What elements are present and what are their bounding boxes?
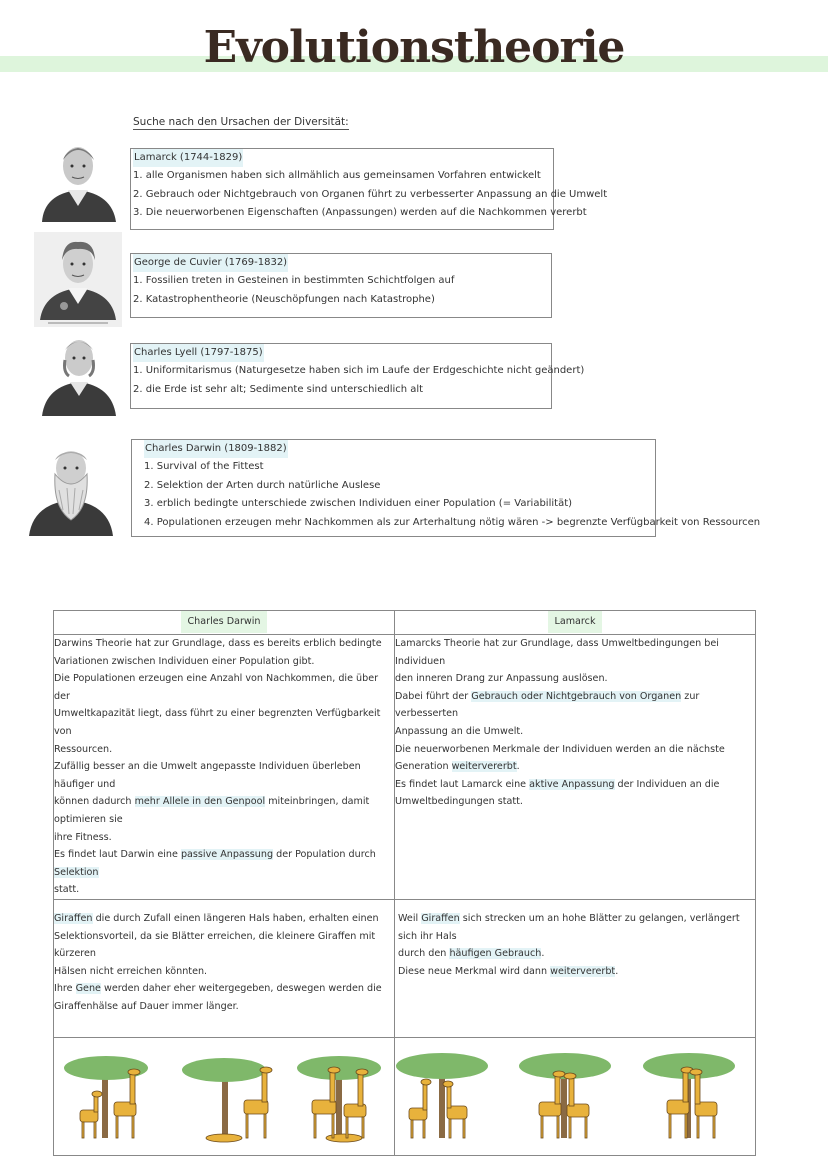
lamarck-point-1: 1. alle Organismen haben sich allmählich aus gemeinsamen Vorfahren entwickelt	[133, 170, 541, 182]
giraffe-icon	[409, 1079, 467, 1138]
tree-icon	[643, 1053, 735, 1138]
darwin-giraffe-illustration	[54, 1038, 394, 1148]
darwin-name: Charles Darwin (1809-1882)	[144, 440, 288, 458]
highlight-use-disuse: Gebrauch oder Nichtgebrauch von Organen	[471, 690, 682, 702]
page-title: Evolutionstheorie	[203, 22, 625, 73]
lamarck-theory-cell: Lamarcks Theorie hat zur Grundlage, dass Umweltbedingungen bei Individuen den inneren Drang zur Anpassung auslösen. Dabei führt der Gebrauch oder Nichtgebrauch von Organen zur verbesserten Anpassung an die Umwelt. Die neuerworbenen Merkmale der Individuen werden an die nächste Generation weitervererbt. Es findet laut Lamarck eine aktive Anpassung der Individuen an die Umweltbedingungen statt.	[395, 635, 756, 900]
highlight-active-adaptation: aktive Anpassung	[529, 778, 615, 790]
highlight-inherited: weitervererbt	[451, 761, 517, 773]
darwin-box	[131, 439, 761, 537]
darwin-column-header: Charles Darwin	[54, 611, 395, 635]
lyell-point-2: 2. die Erde ist sehr alt; Sedimente sind unterschiedlich alt	[133, 383, 424, 395]
comparison-table	[53, 610, 756, 1156]
cuvier-point-2: 2. Katastrophentheorie (Neuschöpfungen nach Katastrophe)	[133, 293, 435, 305]
lamarck-point-3: 3. Die neuerworbenen Eigenschaften (Anpassungen) werden auf die Nachkommen vererbt	[133, 207, 587, 219]
cuvier-name: George de Cuvier (1769-1832)	[133, 254, 288, 272]
lyell-portrait	[36, 330, 122, 416]
darwin-point-4: 4. Populationen erzeugen mehr Nachkommen als zur Arterhaltung nötig wären -> begrenzte Verfügbarkeit von Ressourcen	[144, 516, 761, 528]
lamarck-example-cell: Weil Giraffen sich strecken um an hohe Blätter zu gelangen, verlängert sich ihr Hals durch den häufigen Gebrauch. Diese neue Merkmal wird dann weitervererbt.	[395, 899, 756, 1037]
darwin-giraffe-illustration-cell	[54, 1037, 395, 1155]
highlight-frequent-use: häufigen Gebrauch	[449, 948, 542, 960]
lamarck-column-header: Lamarck	[395, 611, 756, 635]
cuvier-portrait	[34, 232, 122, 327]
tree-icon	[396, 1053, 488, 1138]
lamarck-giraffe-illustration	[395, 1038, 755, 1148]
lamarck-giraffe-illustration-cell	[395, 1037, 756, 1155]
darwin-point-1: 1. Survival of the Fittest	[144, 461, 264, 473]
lyell-name: Charles Lyell (1797-1875)	[133, 344, 264, 362]
highlight-giraffes-lamarck: Giraffen	[421, 912, 460, 924]
darwin-point-3: 3. erblich bedingte unterschiede zwischen Individuen einer Population (= Variabilität)	[144, 498, 573, 510]
highlight-genes: Gene	[75, 983, 101, 995]
lyell-box	[130, 343, 585, 409]
cuvier-box	[130, 253, 552, 318]
darwin-portrait	[25, 438, 117, 536]
highlight-genpool: mehr Allele in den Genpool	[134, 796, 266, 808]
darwin-example-cell: Giraffen die durch Zufall einen längeren Hals haben, erhalten einen Selektionsvorteil, da sie Blätter erreichen, die kleinere Giraffen mit kürzeren Hälsen nicht erreichen könnten. Ihre Gene werden daher eher weitergegeben, deswegen werden die Giraffenhälse auf Dauer immer länger.	[54, 899, 395, 1037]
lamarck-name: Lamarck (1744-1829)	[133, 149, 243, 167]
highlight-passive-adaptation: passive Anpassung	[180, 849, 274, 861]
page-subtitle: Suche nach den Ursachen der Diversität:	[133, 116, 349, 128]
lamarck-portrait	[34, 132, 122, 222]
highlight-inherited-2: weitervererbt	[550, 965, 616, 977]
lamarck-box	[130, 148, 608, 230]
darwin-theory-cell: Darwins Theorie hat zur Grundlage, dass es bereits erblich bedingte Variationen zwischen Individuen einer Population gibt. Die Populationen erzeugen eine Anzahl von Nachkommen, die über der Umweltkapazität liegt, dass führt zu einer begrenzten Verfügbarkeit von Ressourcen. Zufällig besser an die Umwelt angepasste Individuen überleben häufiger und können dadurch mehr Allele in den Genpool miteinbringen, damit optimieren sie ihre Fitness. Es findet laut Darwin eine passive Anpassung der Population durch Selektion statt.	[54, 635, 395, 900]
cuvier-point-1: 1. Fossilien treten in Gesteinen in bestimmten Schichtfolgen auf	[133, 275, 455, 287]
darwin-point-2: 2. Selektion der Arten durch natürliche Auslese	[144, 479, 381, 491]
highlight-selection: Selektion	[54, 866, 99, 878]
lamarck-point-2: 2. Gebrauch oder Nichtgebrauch von Organen führt zu verbesserter Anpassung an die Umwelt	[133, 188, 608, 200]
lyell-point-1: 1. Uniformitarismus (Naturgesetze haben sich im Laufe der Erdgeschichte nicht geändert)	[133, 365, 585, 377]
tree-icon	[182, 1058, 266, 1138]
highlight-giraffes: Giraffen	[54, 912, 93, 924]
tree-icon	[519, 1053, 611, 1138]
